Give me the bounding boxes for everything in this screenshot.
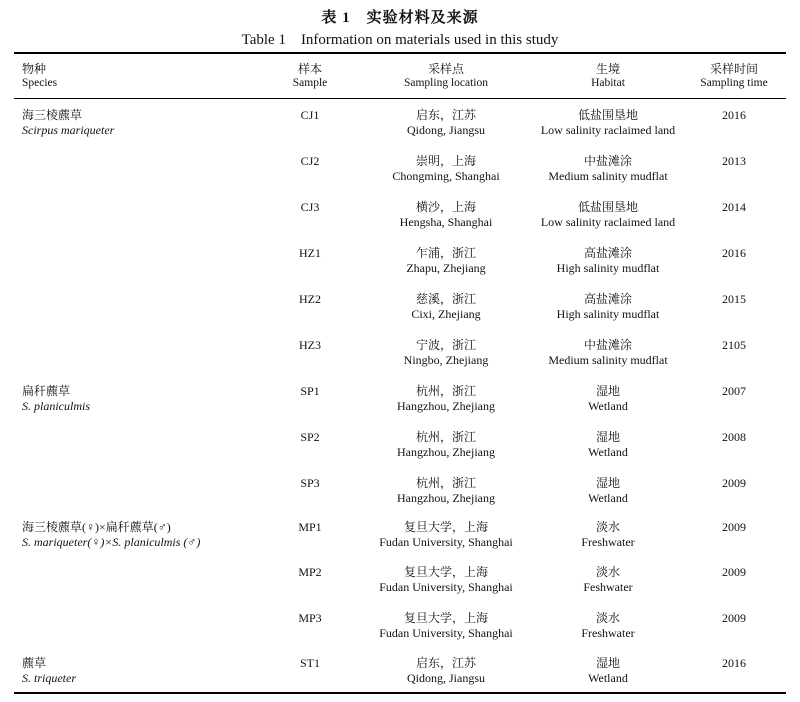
location-zh: 复旦大学，上海 <box>403 611 489 625</box>
habitat-en: Wetland <box>588 491 628 505</box>
habitat-cell <box>548 338 667 368</box>
location-zh: 杭州，浙江 <box>415 384 476 398</box>
location-cell <box>407 656 485 686</box>
table-row <box>0 565 800 611</box>
location-zh: 慈溪，浙江 <box>415 292 477 306</box>
habitat-cell <box>588 430 628 460</box>
species-zh: 藨草 <box>22 656 47 670</box>
sampling-year: 2016 <box>722 246 746 260</box>
location-cell <box>397 430 495 460</box>
table-row <box>0 656 800 702</box>
sample-id: MP3 <box>298 611 322 625</box>
header-sample-zh: 样本 <box>297 62 322 76</box>
location-en: Hengsha, Shanghai <box>399 215 493 229</box>
header-time <box>700 62 767 90</box>
habitat-cell <box>548 154 667 184</box>
sampling-year: 2009 <box>722 565 746 579</box>
habitat-en: High salinity mudflat <box>556 261 660 275</box>
habitat-en: Feshwater <box>583 580 633 594</box>
location-cell <box>379 565 513 595</box>
habitat-cell <box>588 476 628 506</box>
sample-id: MP2 <box>298 565 322 579</box>
habitat-cell <box>557 292 660 322</box>
sampling-year: 2016 <box>722 108 746 122</box>
location-cell <box>407 108 485 138</box>
habitat-zh: 湿地 <box>595 656 620 670</box>
habitat-zh: 中盐滩涂 <box>583 154 633 168</box>
sample-id: CJ3 <box>300 200 320 214</box>
location-en: Hangzhou, Zhejiang <box>397 399 495 413</box>
location-en: Ningbo, Zhejiang <box>403 353 489 367</box>
species-cell <box>22 656 76 686</box>
species-zh: 海三棱藨草(♀)×扁秆藨草(♂) <box>22 520 171 534</box>
habitat-en: High salinity mudflat <box>556 307 660 321</box>
species-cell <box>22 108 114 138</box>
species-latin: S. mariqueter(♀)×S. planiculmis (♂) <box>22 535 201 549</box>
habitat-cell <box>588 384 628 414</box>
table-title-zh: 表 1 实验材料及来源 <box>321 10 479 26</box>
location-zh: 复旦大学，上海 <box>403 520 489 534</box>
habitat-cell <box>557 246 660 276</box>
species-cell <box>22 520 200 550</box>
sampling-year: 2105 <box>722 338 746 352</box>
location-cell <box>411 292 480 322</box>
habitat-en: Medium salinity mudflat <box>548 353 668 367</box>
location-cell <box>392 154 499 184</box>
habitat-zh: 淡水 <box>595 520 621 534</box>
header-location <box>404 62 488 90</box>
location-zh: 杭州，浙江 <box>415 430 476 444</box>
table-row <box>0 292 800 338</box>
header-sample-en: Sample <box>292 77 328 89</box>
habitat-en: Medium salinity mudflat <box>548 169 668 183</box>
species-latin: Scirpus mariqueter <box>22 123 115 137</box>
sample-id: SP2 <box>300 430 320 444</box>
species-cell <box>22 384 90 414</box>
location-zh: 横沙，上海 <box>415 200 476 214</box>
table-row <box>0 430 800 476</box>
location-cell <box>379 611 513 641</box>
species-latin: S. planiculmis <box>22 399 90 413</box>
table-row <box>0 476 800 522</box>
location-zh: 杭州，浙江 <box>415 476 476 490</box>
location-cell <box>400 200 493 230</box>
location-zh: 复旦大学，上海 <box>403 565 489 579</box>
habitat-zh: 中盐滩涂 <box>583 338 633 352</box>
location-zh: 宁波，浙江 <box>415 338 476 352</box>
habitat-en: Wetland <box>588 399 628 413</box>
sampling-year: 2013 <box>722 154 746 168</box>
header-location-en: Sampling location <box>403 77 489 89</box>
sampling-year: 2009 <box>722 476 746 490</box>
location-cell <box>397 384 495 414</box>
sample-id: SP1 <box>300 384 320 398</box>
sample-id: HZ1 <box>299 246 321 260</box>
sample-id: SP3 <box>300 476 320 490</box>
location-zh: 启东，江苏 <box>415 656 476 670</box>
sampling-year: 2009 <box>722 520 746 534</box>
sample-id: HZ3 <box>299 338 321 352</box>
habitat-cell <box>541 108 675 138</box>
header-habitat-en: Habitat <box>591 77 625 89</box>
habitat-zh: 低盐围垦地 <box>577 108 639 122</box>
location-cell <box>379 520 513 550</box>
table-title-en: Table 1 Information on materials used in this study <box>241 32 559 48</box>
header-species-en: Species <box>22 77 58 89</box>
habitat-zh: 湿地 <box>595 476 620 490</box>
location-en: Hangzhou, Zhejiang <box>397 491 495 505</box>
header-time-zh: 采样时间 <box>709 62 758 76</box>
header-location-zh: 采样点 <box>427 62 465 76</box>
habitat-zh: 淡水 <box>595 565 621 579</box>
location-cell <box>397 476 495 506</box>
table-row <box>0 520 800 566</box>
location-en: Chongming, Shanghai <box>392 169 500 183</box>
location-en: Zhapu, Zhejiang <box>406 261 486 275</box>
sampling-year: 2016 <box>722 656 746 670</box>
habitat-zh: 淡水 <box>595 611 621 625</box>
sample-id: HZ2 <box>299 292 321 306</box>
location-en: Fudan University, Shanghai <box>379 626 513 640</box>
top-rule <box>14 52 786 54</box>
location-en: Fudan University, Shanghai <box>379 580 513 594</box>
habitat-cell <box>588 656 628 686</box>
species-zh: 扁秆藨草 <box>22 384 71 398</box>
location-cell <box>406 246 485 276</box>
sample-id: MP1 <box>298 520 322 534</box>
sample-id: CJ2 <box>300 154 320 168</box>
table-row <box>0 108 800 154</box>
habitat-en: Wetland <box>588 445 628 459</box>
table-row <box>0 384 800 430</box>
habitat-en: Freshwater <box>581 626 635 640</box>
table-row <box>0 338 800 384</box>
header-rule <box>14 98 786 99</box>
species-zh: 海三棱藨草 <box>22 108 83 122</box>
sample-id: ST1 <box>299 656 321 670</box>
table-row <box>0 611 800 657</box>
location-en: Qidong, Jiangsu <box>407 671 485 685</box>
sampling-year: 2014 <box>722 200 746 214</box>
header-species-zh: 物种 <box>22 62 47 76</box>
habitat-zh: 湿地 <box>595 384 620 398</box>
location-zh: 乍浦，浙江 <box>415 246 476 260</box>
header-sample <box>293 62 328 90</box>
habitat-en: Wetland <box>588 671 628 685</box>
bottom-rule <box>14 692 786 694</box>
habitat-zh: 高盐滩涂 <box>583 292 632 306</box>
header-species <box>22 62 57 90</box>
table-row <box>0 246 800 292</box>
sample-id: CJ1 <box>300 108 320 122</box>
habitat-en: Freshwater <box>581 535 635 549</box>
location-cell <box>404 338 489 368</box>
header-habitat <box>591 62 625 90</box>
habitat-cell <box>583 565 632 595</box>
location-en: Cixi, Zhejiang <box>411 307 481 321</box>
habitat-en: Low salinity raclaimed land <box>540 215 676 229</box>
location-en: Hangzhou, Zhejiang <box>397 445 495 459</box>
table-row <box>0 200 800 246</box>
location-en: Qidong, Jiangsu <box>407 123 485 137</box>
table-row <box>0 154 800 200</box>
header-habitat-zh: 生境 <box>595 62 621 76</box>
habitat-zh: 高盐滩涂 <box>583 246 632 260</box>
location-en: Fudan University, Shanghai <box>379 535 513 549</box>
sampling-year: 2009 <box>722 611 746 625</box>
sampling-year: 2015 <box>722 292 746 306</box>
species-latin: S. triqueter <box>22 671 76 685</box>
location-zh: 启东，江苏 <box>415 108 476 122</box>
habitat-zh: 湿地 <box>595 430 620 444</box>
habitat-zh: 低盐围垦地 <box>577 200 639 214</box>
habitat-cell <box>541 200 675 230</box>
habitat-en: Low salinity raclaimed land <box>540 123 676 137</box>
habitat-cell <box>581 520 634 550</box>
habitat-cell <box>581 611 634 641</box>
header-time-en: Sampling time <box>700 77 768 89</box>
sampling-year: 2008 <box>722 430 746 444</box>
sampling-year: 2007 <box>722 384 746 398</box>
location-zh: 崇明，上海 <box>415 154 476 168</box>
